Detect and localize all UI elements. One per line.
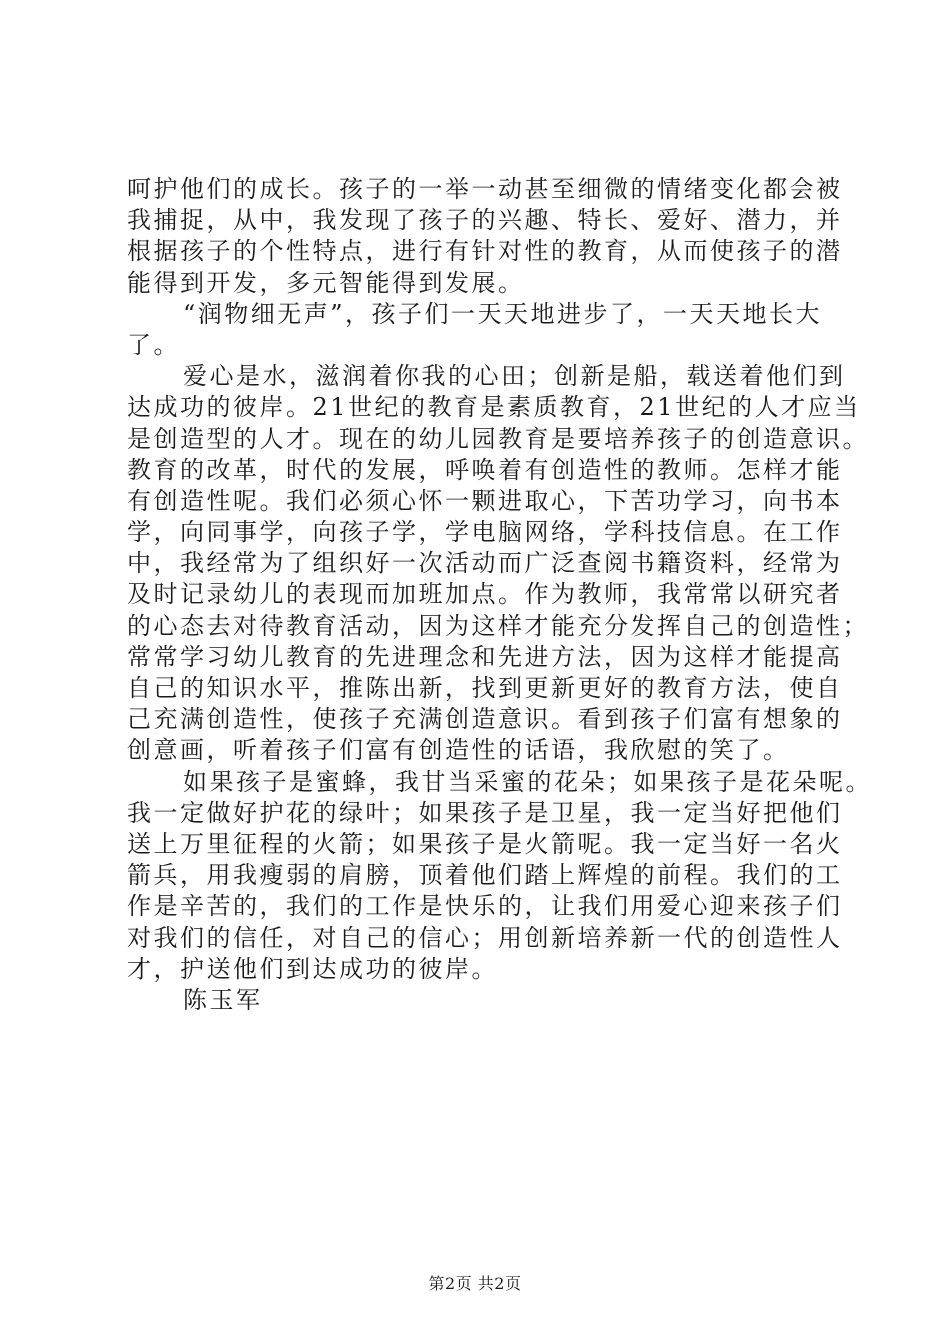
text-line: 己充满创造性，使孩子充满创造意识。看到孩子们富有想象的 — [127, 705, 843, 734]
text-line: 是创造型的人才。现在的幼儿园教育是要培养孩子的创造意识。 — [127, 424, 869, 453]
text-line: 有创造性呢。我们必须心怀一颗进取心，下苦功学习，向书本 — [127, 486, 843, 515]
text-line: “润物细无声”，孩子们一天天地进步了，一天天地长大 — [183, 299, 823, 328]
text-line: 的心态去对待教育活动，因为这样才能充分发挥自己的创造性； — [127, 611, 869, 640]
text-line: 了。 — [127, 330, 180, 359]
text-line: 中，我经常为了组织好一次活动而广泛查阅书籍资料，经常为 — [127, 549, 843, 578]
text-line: 常常学习幼儿教育的先进理念和先进方法，因为这样才能提高 — [127, 642, 843, 671]
page-footer: 第2页 共2页 — [428, 1274, 522, 1293]
text-line: 送上万里征程的火箭；如果孩子是火箭呢。我一定当好一名火 — [127, 829, 843, 858]
text-line: 爱心是水，滋润着你我的心田；创新是船，载送着他们到 — [183, 362, 846, 391]
text-line: 根据孩子的个性特点，进行有针对性的教育，从而使孩子的潜 — [127, 237, 843, 266]
text-line: 对我们的信任，对自己的信心；用创新培养新一代的创造性人 — [127, 923, 843, 952]
text-line: 自己的知识水平，推陈出新，找到更新更好的教育方法，使自 — [127, 674, 843, 702]
text-line: 及时记录幼儿的表现而加班加点。作为教师，我常常以研究者 — [127, 580, 843, 609]
text-line: 我捕捉，从中，我发现了孩子的兴趣、特长、爱好、潜力，并 — [127, 206, 843, 235]
text-line: 如果孩子是蜜蜂，我甘当采蜜的花朵；如果孩子是花朵呢。 — [183, 767, 872, 796]
text-line: 能得到开发，多元智能得到发展。 — [127, 268, 525, 297]
text-line: 作是辛苦的，我们的工作是快乐的，让我们用爱心迎来孩子们 — [127, 892, 843, 921]
text-line: 学，向同事学，向孩子学，学电脑网络，学科技信息。在工作 — [127, 518, 843, 547]
text-line: 箭兵，用我瘦弱的肩膀，顶着他们踏上辉煌的前程。我们的工 — [127, 861, 843, 890]
text-line: 呵护他们的成长。孩子的一举一动甚至细微的情绪变化都会被 — [127, 175, 843, 203]
text-line: 教育的改革，时代的发展，呼唤着有创造性的教师。怎样才能 — [127, 455, 843, 484]
text-line: 我一定做好护花的绿叶；如果孩子是卫星，我一定当好把他们 — [127, 798, 843, 827]
document-body — [127, 174, 872, 1016]
text-line: 创意画，听着孩子们富有创造性的话语，我欣慰的笑了。 — [127, 736, 790, 765]
text-line: 达成功的彼岸。21世纪的教育是素质教育，21世纪的人才应当 — [127, 393, 861, 422]
text-line: 陈玉军 — [183, 985, 263, 1014]
text-line: 才，护送他们到达成功的彼岸。 — [127, 954, 498, 983]
